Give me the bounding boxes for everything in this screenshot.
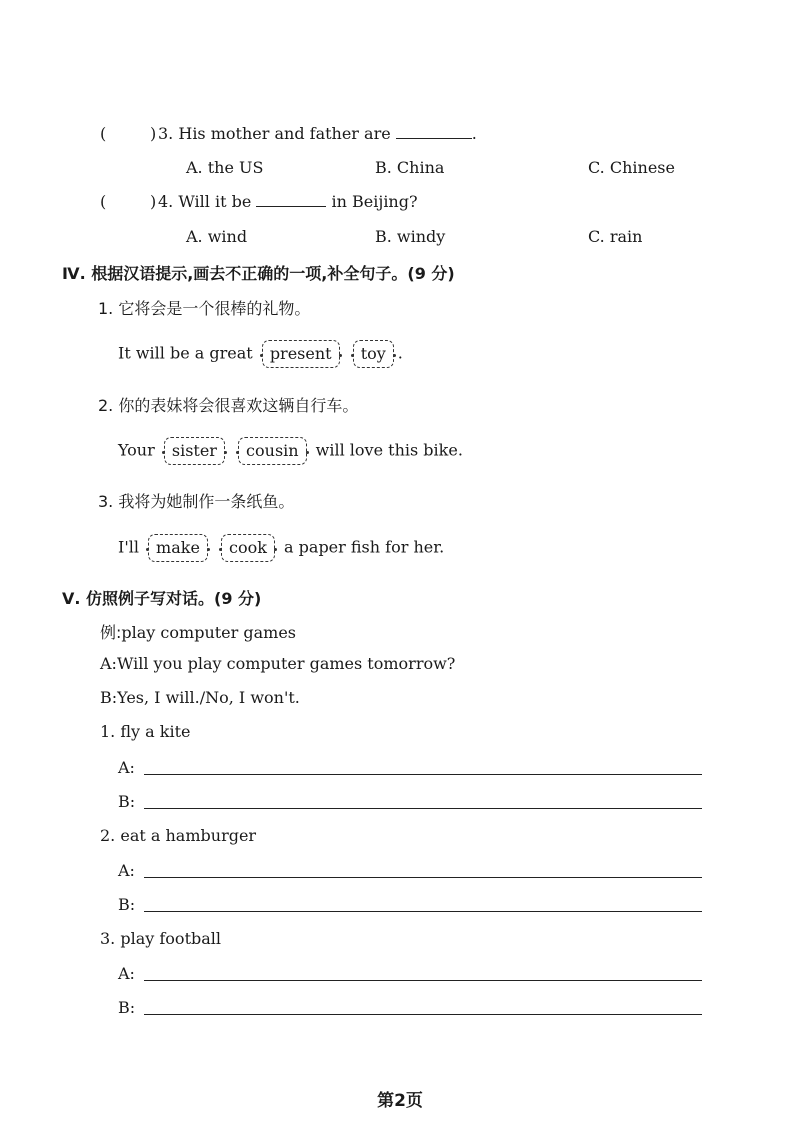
question-number: 3. [158,124,174,143]
answer-line[interactable] [144,911,702,912]
example-line: 例:play computer games [100,623,297,642]
section-5-title: Ⅴ. 仿照例子写对话。(9 分) [62,589,262,608]
answer-line[interactable] [144,877,702,878]
answer-line[interactable] [144,1014,702,1015]
section-4-item-2-hint: 2. 你的表妹将会很喜欢这辆自行车。 [98,396,359,415]
question-number: 4. [158,192,174,211]
answer-line[interactable] [144,808,702,809]
dialogue-prompt-2: 2. eat a hamburger [100,826,257,845]
dialogue-prompt-3: 3. play football [100,929,222,948]
option-c: C. rain [588,227,643,246]
section-4-item-3-hint: 3. 我将为她制作一条纸鱼。 [98,492,295,511]
example-b: B:Yes, I will./No, I won't. [100,688,300,707]
option-a: A. wind [186,227,248,246]
answer-line[interactable] [144,980,702,981]
choice-present[interactable]: present [262,340,340,368]
choice-toy[interactable]: toy [353,340,394,368]
question-stem: 3. His mother and father are . [158,124,477,143]
option-b: B. windy [375,227,446,246]
answer-blank [256,192,326,207]
option-a: A. the US [186,158,264,177]
section-4-item-2-sentence: Your sister cousin will love this bike. [118,437,463,465]
option-c: C. Chinese [588,158,675,177]
section-4-item-1-sentence: It will be a great present toy . [118,340,403,368]
dialogue-prompt-1: 1. fly a kite [100,722,191,741]
section-4-item-1-hint: 1. 它将会是一个很棒的礼物。 [98,299,311,318]
section-4-title: Ⅳ. 根据汉语提示,画去不正确的一项,补全句子。(9 分) [62,264,455,283]
choice-sister[interactable]: sister [164,437,225,465]
choice-cousin[interactable]: cousin [238,437,307,465]
example-a: A:Will you play computer games tomorrow? [100,654,456,673]
page-number: 第2页 [377,1091,423,1111]
option-b: B. China [375,158,445,177]
section-4-item-3-sentence: I'll make cook a paper fish for her. [118,534,444,562]
answer-line[interactable] [144,774,702,775]
choice-cook[interactable]: cook [221,534,275,562]
question-stem: 4. Will it be in Beijing? [158,192,418,211]
choice-make[interactable]: make [148,534,208,562]
answer-blank [396,124,472,139]
